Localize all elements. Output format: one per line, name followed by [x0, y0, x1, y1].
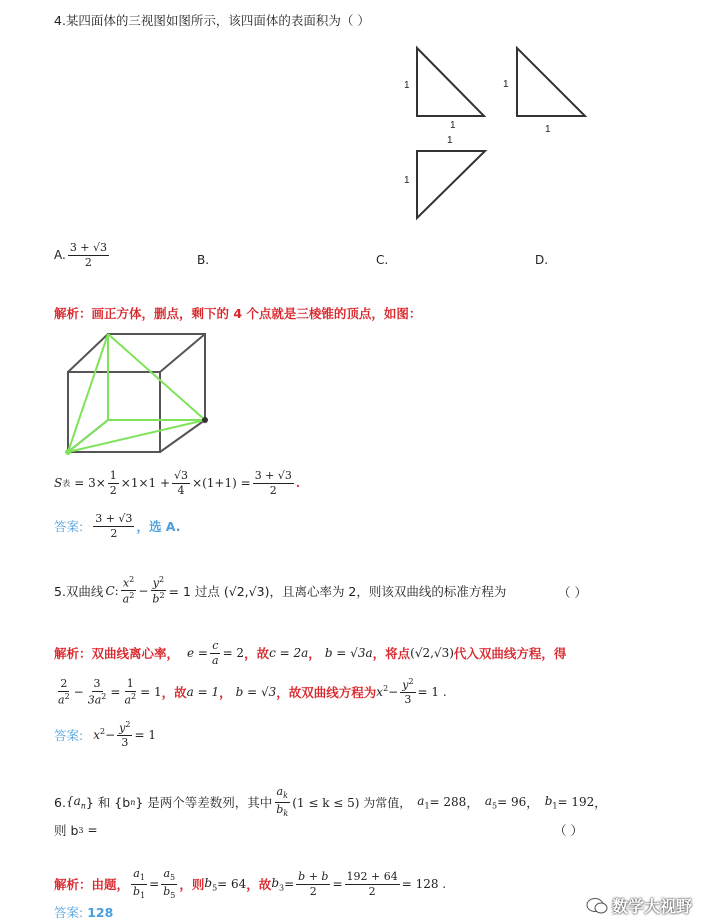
q5-l2-so: ，故: [161, 684, 187, 700]
q5-final-x: x: [376, 685, 384, 700]
q6-ratio-num-sub: k: [283, 791, 288, 801]
q4-answer-num: 3 + √3: [95, 512, 133, 525]
front-view-triangle: [417, 48, 484, 116]
top-side-label: 1: [404, 175, 410, 186]
formula-end: .: [295, 476, 301, 491]
q6-r1-num: a: [133, 867, 140, 880]
q6-analysis: 解析：由题， $\frac{a_1}{b_1}$ = $\frac{a_5}{b_5}$ ，则 $b_5$ = 64 ，故 $b_3$ = $\frac{b + b}{2}$ = $\frac{192 + 64}{2}$ = 128 .: [54, 867, 447, 900]
q6-s-num: b + b: [298, 870, 329, 884]
q4-answer: [54, 513, 180, 539]
q5-final-eq: = 1 .: [417, 684, 447, 699]
q5-x: x: [122, 576, 130, 590]
q6-s-den: 2: [309, 884, 317, 898]
cube-figure: [60, 328, 212, 458]
q5-l2-f3-num: 1: [126, 677, 134, 690]
q5-e-tail: = 2: [222, 646, 245, 661]
q6-r2-den: b: [163, 884, 171, 898]
q6-answer-label: 答案:: [54, 905, 84, 920]
q5-c-expr: c = 2a: [269, 646, 309, 661]
q4-title: 4.某四面体的三视图如图所示，该四面体的表面积为（ ）: [54, 13, 370, 28]
formula-f1-num: 1: [109, 469, 117, 482]
q6-then: ，则: [179, 877, 205, 893]
q5-l2-f1-num: 2: [60, 677, 68, 690]
option-b[interactable]: B.: [197, 253, 210, 267]
option-a-num: 3 + √3: [69, 241, 108, 254]
q5-curve-name: C: [105, 583, 115, 598]
q6-a5-val: = 96: [497, 795, 527, 810]
q5-ans-num: y: [119, 721, 126, 735]
q6-result: = 128 .: [401, 877, 447, 892]
q6-line2: [54, 821, 98, 839]
formula-lhs: S: [54, 476, 63, 491]
q4-analysis: 解析：画正方体，删点，剩下的 4 个点就是三棱锥的顶点，如图：: [54, 306, 422, 321]
option-a-label: A.: [54, 248, 66, 263]
q5-part-b: ，将点: [372, 646, 411, 662]
q5-l2-eq: =: [110, 684, 121, 699]
wechat-icon: [586, 897, 608, 915]
q5-part-c: 代入双曲线方程，得: [453, 646, 567, 662]
q6-b1-val: = 192: [557, 795, 595, 810]
q6-seq-a: {a: [65, 793, 81, 808]
formula-f2-num: √3: [174, 469, 189, 482]
option-a[interactable]: [54, 242, 111, 268]
q6-prefix: 6.: [54, 794, 66, 810]
q5-l2-minus: −: [73, 684, 84, 699]
front-side-label: 1: [404, 80, 410, 91]
option-c[interactable]: C.: [376, 253, 389, 267]
q6-and: } 和 {b: [85, 795, 131, 811]
q5-answer-label: 答案:: [54, 727, 84, 743]
formula-part3: ×(1+1) =: [192, 476, 251, 491]
watermark-text: 数学大视野: [611, 897, 692, 916]
q5-final-minus: −: [388, 684, 399, 699]
q5-part-a: ，故: [244, 646, 270, 662]
option-d[interactable]: D.: [535, 253, 549, 267]
q5-point: (√2,√3): [410, 646, 454, 661]
q5-blank[interactable]: （ ）: [558, 585, 587, 600]
q6-r2-num: a: [163, 867, 171, 880]
side-view-triangle: [517, 48, 585, 116]
three-view-figure: [395, 40, 600, 225]
q4-surface-formula: [54, 470, 300, 496]
q5-comma1: ，: [308, 646, 321, 662]
q6-r-eq: =: [149, 877, 160, 892]
watermark: [586, 894, 692, 917]
q5-l2-comma: ，: [219, 684, 232, 700]
q5-a-eq: a = 1: [186, 684, 220, 699]
q6-seq-a-sub: n: [80, 801, 86, 811]
q5-y: y: [152, 576, 160, 590]
top-top-label: 1: [447, 135, 453, 146]
q5-prefix: 5.双曲线: [54, 583, 104, 599]
side-bottom-label: 1: [545, 124, 551, 135]
q6-comma1: ，: [466, 795, 479, 811]
q5-ans-den: 3: [121, 736, 129, 750]
q6-title: 6. {$a_n$ } 和 {b n } 是两个等差数列，其中 $\frac{a_k}{b_k}$ (1 ≤ k ≤ 5) 为常值， $a_1$ = 288 ， $a_5$ = 96 ， $b_1$ = 192 ，: [54, 785, 607, 818]
formula-f3-num: 3 + √3: [254, 469, 292, 482]
q5-ans-x: x: [93, 728, 100, 743]
q6-answer: [54, 903, 113, 921]
q5-e-num: c: [212, 639, 219, 652]
q6-line2-sub: 3: [78, 825, 84, 835]
q5-b-eq: b = √3: [235, 684, 277, 699]
q6-mid: } 是两个等差数列，其中: [135, 795, 273, 811]
q6-line2-text: 则 b: [54, 823, 79, 838]
side-side-label: 1: [503, 79, 509, 90]
q6-a5: a: [484, 793, 492, 808]
q6-r1-den: b: [133, 884, 141, 898]
q5-a: a: [122, 592, 130, 606]
formula-f3-den: 2: [269, 483, 277, 497]
q4-answer-label: 答案:: [54, 519, 84, 535]
q6-b3-eq: =: [284, 877, 295, 892]
front-bottom-label: 1: [450, 120, 456, 131]
q5-final-den: 3: [404, 693, 412, 707]
q6-v-num: 192 + 64: [346, 870, 398, 884]
vertex-green: [65, 449, 71, 455]
q6-eq2: =: [332, 877, 343, 892]
formula-part1: = 3×: [74, 476, 106, 491]
q6-cond: (1 ≤ k ≤ 5) 为常值，: [292, 795, 412, 810]
formula-lhs-sub: 表: [62, 478, 71, 488]
q6-ratio-den-sub: k: [283, 808, 289, 818]
q4-answer-tail: ，选 A.: [136, 519, 181, 535]
formula-part2: ×1×1 +: [120, 476, 171, 491]
formula-f2-den: 4: [177, 483, 185, 497]
q6-line2-eq: =: [87, 823, 98, 837]
q5-l2-eq1: = 1: [140, 684, 162, 699]
q5-analysis-lead: 解析：双曲线离心率，: [54, 646, 180, 662]
q5-ans-minus: −: [105, 727, 116, 742]
q5-l2-f2-num: 3: [93, 677, 101, 690]
q5-l2-f1-den: a: [58, 693, 65, 707]
q6-b1: b: [544, 793, 553, 808]
q5-l2-final: ，故双曲线方程为: [276, 684, 377, 700]
q6-b5: b: [204, 875, 213, 890]
q5-analysis-line1: [54, 640, 566, 666]
q6-a1-val: = 288: [429, 795, 467, 810]
q6-ratio-num: a: [276, 785, 284, 798]
q5-answer: 答案: $x^2$ − $\frac{y^2}{3}$ = 1: [54, 720, 156, 750]
q6-v-den: 2: [368, 884, 376, 898]
q5-e-expr: e =: [187, 646, 208, 661]
q6-seq-b-sub: n: [130, 797, 136, 807]
q6-ratio-den: b: [276, 802, 284, 816]
q4-answer-den: 2: [110, 526, 118, 540]
q5-final-num: y: [402, 678, 409, 692]
option-a-den: 2: [84, 255, 92, 269]
q5-b: b: [152, 592, 160, 606]
q6-a1: a: [417, 793, 425, 808]
q5-colon: :: [114, 583, 119, 598]
q6-answer-value: 128: [87, 905, 114, 920]
q6-b3: b: [271, 875, 279, 890]
q6-comma2: ，: [526, 795, 539, 811]
q5-analysis-line2: $\frac{2}{a^2}$ − $\frac{3}{3a^2}$ = $\frac{1}{a^2}$ = 1 ，故 a = 1 ， b = √3 ，故双曲线方程为 $x^2$ − $\frac{y^2}{3}$ = 1 .: [58, 677, 447, 707]
q5-b-expr: b = √3a: [324, 646, 373, 661]
q6-analysis-lead: 解析：由题，: [54, 877, 130, 893]
q5-l2-f2-den: 3a: [87, 693, 102, 707]
q5-rest: = 1 过点 (√2,√3)，且离心率为 2，则该双曲线的标准方程为: [168, 583, 507, 599]
q6-comma-end: ，: [594, 795, 607, 811]
formula-f1-den: 2: [109, 483, 117, 497]
q6-so: ，故: [246, 877, 272, 893]
vertex-dark: [202, 417, 208, 423]
q5-title: 5.双曲线 C : $\frac{x^2}{a^2}$ − $\frac{y^2}{b^2}$ = 1 过点 (√2,√3)，且离心率为 2，则该双曲线的标准方程为: [54, 575, 507, 606]
q5-e-den: a: [212, 653, 219, 667]
top-view-triangle: [417, 151, 485, 218]
q5-l2-f3-den: a: [124, 693, 131, 707]
q5-ans-eq: = 1: [134, 727, 156, 742]
option-a-fraction: [68, 242, 109, 268]
q6-blank[interactable]: （ ）: [554, 823, 583, 838]
q6-b5-val: = 64: [217, 877, 247, 892]
